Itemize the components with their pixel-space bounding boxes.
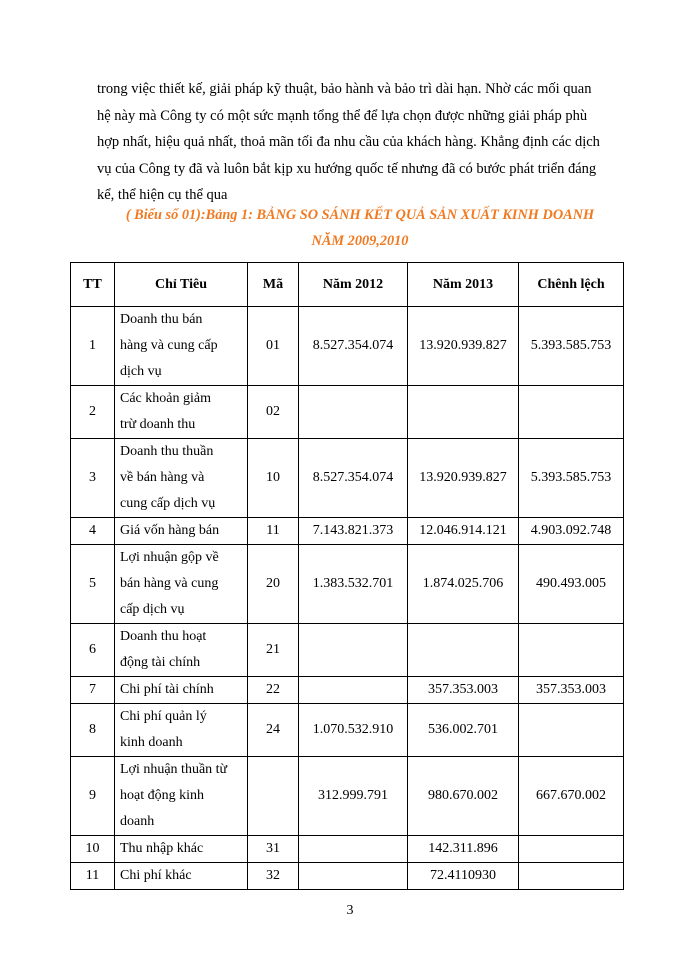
table-row xyxy=(71,704,624,757)
cell-chi-tieu-line: Chi phí quản lý xyxy=(120,709,207,724)
cell-chenh-lech xyxy=(519,386,624,439)
cell-ma: 21 xyxy=(248,624,299,677)
cell-chi-tieu xyxy=(115,386,248,439)
cell-nam-2013 xyxy=(408,386,519,439)
cell-chi-tieu xyxy=(115,439,248,518)
table-row xyxy=(71,677,624,704)
cell-chi-tieu-line: bán hàng và cung xyxy=(120,576,219,591)
cell-nam-2013: 12.046.914.121 xyxy=(408,518,519,545)
cell-chi-tieu xyxy=(115,836,248,863)
cell-chi-tieu xyxy=(115,863,248,890)
cell-nam-2012: 1.383.532.701 xyxy=(299,545,408,624)
cell-chi-tieu-line: hoạt động kinh xyxy=(120,788,204,803)
comparison-table xyxy=(70,262,624,890)
cell-chenh-lech: 667.670.002 xyxy=(519,757,624,836)
cell-chi-tieu-line: doanh xyxy=(120,814,155,829)
cell-chi-tieu-line: Doanh thu hoạt xyxy=(120,629,207,644)
cell-chi-tieu-line: cấp dịch vụ xyxy=(120,602,185,617)
paragraph-line: hợp nhất, hiệu quả nhất, thoả mãn tối đa nhu cầu của khách hàng. Khẳng định các dịch xyxy=(97,134,600,150)
cell-nam-2012 xyxy=(299,677,408,704)
cell-nam-2013: 980.670.002 xyxy=(408,757,519,836)
table-row xyxy=(71,386,624,439)
cell-nam-2013: 1.874.025.706 xyxy=(408,545,519,624)
cell-ma: 01 xyxy=(248,307,299,386)
cell-ma: 20 xyxy=(248,545,299,624)
cell-chi-tieu xyxy=(115,545,248,624)
cell-chi-tieu xyxy=(115,624,248,677)
cell-chi-tieu xyxy=(115,677,248,704)
cell-nam-2013: 357.353.003 xyxy=(408,677,519,704)
cell-chi-tieu-line: Giá vốn hàng bán xyxy=(120,523,220,538)
cell-chi-tieu-line: Chi phí tài chính xyxy=(120,682,214,697)
cell-tt: 9 xyxy=(71,757,115,836)
paragraph-line: vụ của Công ty đã và luôn bắt kịp xu hướng quốc tế nhưng đã có bước phát triển đáng xyxy=(97,160,597,177)
table-row xyxy=(71,439,624,518)
cell-ma xyxy=(248,757,299,836)
table-caption-line-2: NĂM 2009,2010 xyxy=(311,233,409,249)
cell-chi-tieu-line: hàng và cung cấp xyxy=(120,338,218,353)
table-row xyxy=(71,863,624,890)
cell-nam-2013: 13.920.939.827 xyxy=(408,439,519,518)
cell-nam-2013 xyxy=(408,624,519,677)
cell-chi-tieu xyxy=(115,307,248,386)
paragraph-line: kể, thể hiện cụ thể qua xyxy=(97,187,228,203)
cell-tt: 11 xyxy=(71,863,115,890)
cell-nam-2012 xyxy=(299,863,408,890)
cell-chenh-lech: 5.393.585.753 xyxy=(519,439,624,518)
cell-chenh-lech: 490.493.005 xyxy=(519,545,624,624)
header-chenh-lech: Chênh lệch xyxy=(519,263,624,307)
cell-nam-2012: 7.143.821.373 xyxy=(299,518,408,545)
header-tt: TT xyxy=(71,263,115,307)
header-ma: Mã xyxy=(248,263,299,307)
cell-chenh-lech: 5.393.585.753 xyxy=(519,307,624,386)
table-row xyxy=(71,624,624,677)
cell-nam-2012 xyxy=(299,624,408,677)
table-header-row xyxy=(71,263,624,307)
cell-nam-2013: 536.002.701 xyxy=(408,704,519,757)
cell-nam-2013: 72.4110930 xyxy=(408,863,519,890)
cell-tt: 1 xyxy=(71,307,115,386)
header-nam-2013: Năm 2013 xyxy=(408,263,519,307)
table-row xyxy=(71,545,624,624)
cell-chi-tieu-line: Lợi nhuận thuần từ xyxy=(120,762,228,777)
cell-ma: 31 xyxy=(248,836,299,863)
paragraph-line: trong việc thiết kế, giải pháp kỹ thuật, bảo hành và bảo trì dài hạn. Nhờ các mối quan xyxy=(97,81,592,97)
cell-tt: 7 xyxy=(71,677,115,704)
table-row xyxy=(71,307,624,386)
cell-tt: 8 xyxy=(71,704,115,757)
cell-chenh-lech xyxy=(519,863,624,890)
cell-nam-2012 xyxy=(299,386,408,439)
page-number: 3 xyxy=(346,903,354,918)
cell-chi-tieu-line: dịch vụ xyxy=(120,364,162,379)
cell-tt: 6 xyxy=(71,624,115,677)
cell-chenh-lech: 4.903.092.748 xyxy=(519,518,624,545)
cell-chi-tieu-line: trừ doanh thu xyxy=(120,417,196,432)
cell-ma: 22 xyxy=(248,677,299,704)
cell-tt: 5 xyxy=(71,545,115,624)
cell-chi-tieu-line: Chi phí khác xyxy=(120,868,192,883)
cell-chi-tieu-line: động tài chính xyxy=(120,655,201,670)
cell-chi-tieu-line: kinh doanh xyxy=(120,735,183,750)
cell-chi-tieu-line: Doanh thu bán xyxy=(120,312,203,327)
cell-nam-2013: 13.920.939.827 xyxy=(408,307,519,386)
cell-chi-tieu xyxy=(115,704,248,757)
cell-chenh-lech xyxy=(519,624,624,677)
cell-nam-2012: 1.070.532.910 xyxy=(299,704,408,757)
cell-chi-tieu-line: Doanh thu thuần xyxy=(120,444,214,459)
body-paragraph xyxy=(97,76,615,209)
cell-nam-2012: 8.527.354.074 xyxy=(299,307,408,386)
table-row xyxy=(71,518,624,545)
table-row xyxy=(71,836,624,863)
cell-nam-2012: 312.999.791 xyxy=(299,757,408,836)
cell-tt: 10 xyxy=(71,836,115,863)
cell-ma: 24 xyxy=(248,704,299,757)
cell-chi-tieu-line: về bán hàng và xyxy=(120,470,205,485)
cell-tt: 2 xyxy=(71,386,115,439)
cell-ma: 32 xyxy=(248,863,299,890)
cell-chi-tieu-line: Các khoản giảm xyxy=(120,391,211,406)
cell-tt: 4 xyxy=(71,518,115,545)
cell-chenh-lech xyxy=(519,836,624,863)
cell-ma: 11 xyxy=(248,518,299,545)
cell-chi-tieu-line: cung cấp dịch vụ xyxy=(120,496,216,511)
cell-chi-tieu xyxy=(115,518,248,545)
table-row xyxy=(71,757,624,836)
header-chi-tieu: Chỉ Tiêu xyxy=(115,263,248,307)
cell-ma: 10 xyxy=(248,439,299,518)
table-caption-line-1: ( Biểu số 01):Bảng 1: BẢNG SO SÁNH KẾT QUẢ SẢN XUẤT KINH DOANH xyxy=(125,207,595,223)
cell-nam-2013: 142.311.896 xyxy=(408,836,519,863)
cell-nam-2012 xyxy=(299,836,408,863)
cell-chi-tieu-line: Lợi nhuận gộp về xyxy=(120,550,219,565)
cell-chenh-lech: 357.353.003 xyxy=(519,677,624,704)
cell-chenh-lech xyxy=(519,704,624,757)
cell-nam-2012: 8.527.354.074 xyxy=(299,439,408,518)
paragraph-line: hệ này mà Công ty có một sức mạnh tổng thể để lựa chọn được những giải pháp phù xyxy=(97,107,588,124)
cell-tt: 3 xyxy=(71,439,115,518)
header-nam-2012: Năm 2012 xyxy=(299,263,408,307)
cell-chi-tieu-line: Thu nhập khác xyxy=(120,841,204,856)
cell-chi-tieu xyxy=(115,757,248,836)
cell-ma: 02 xyxy=(248,386,299,439)
